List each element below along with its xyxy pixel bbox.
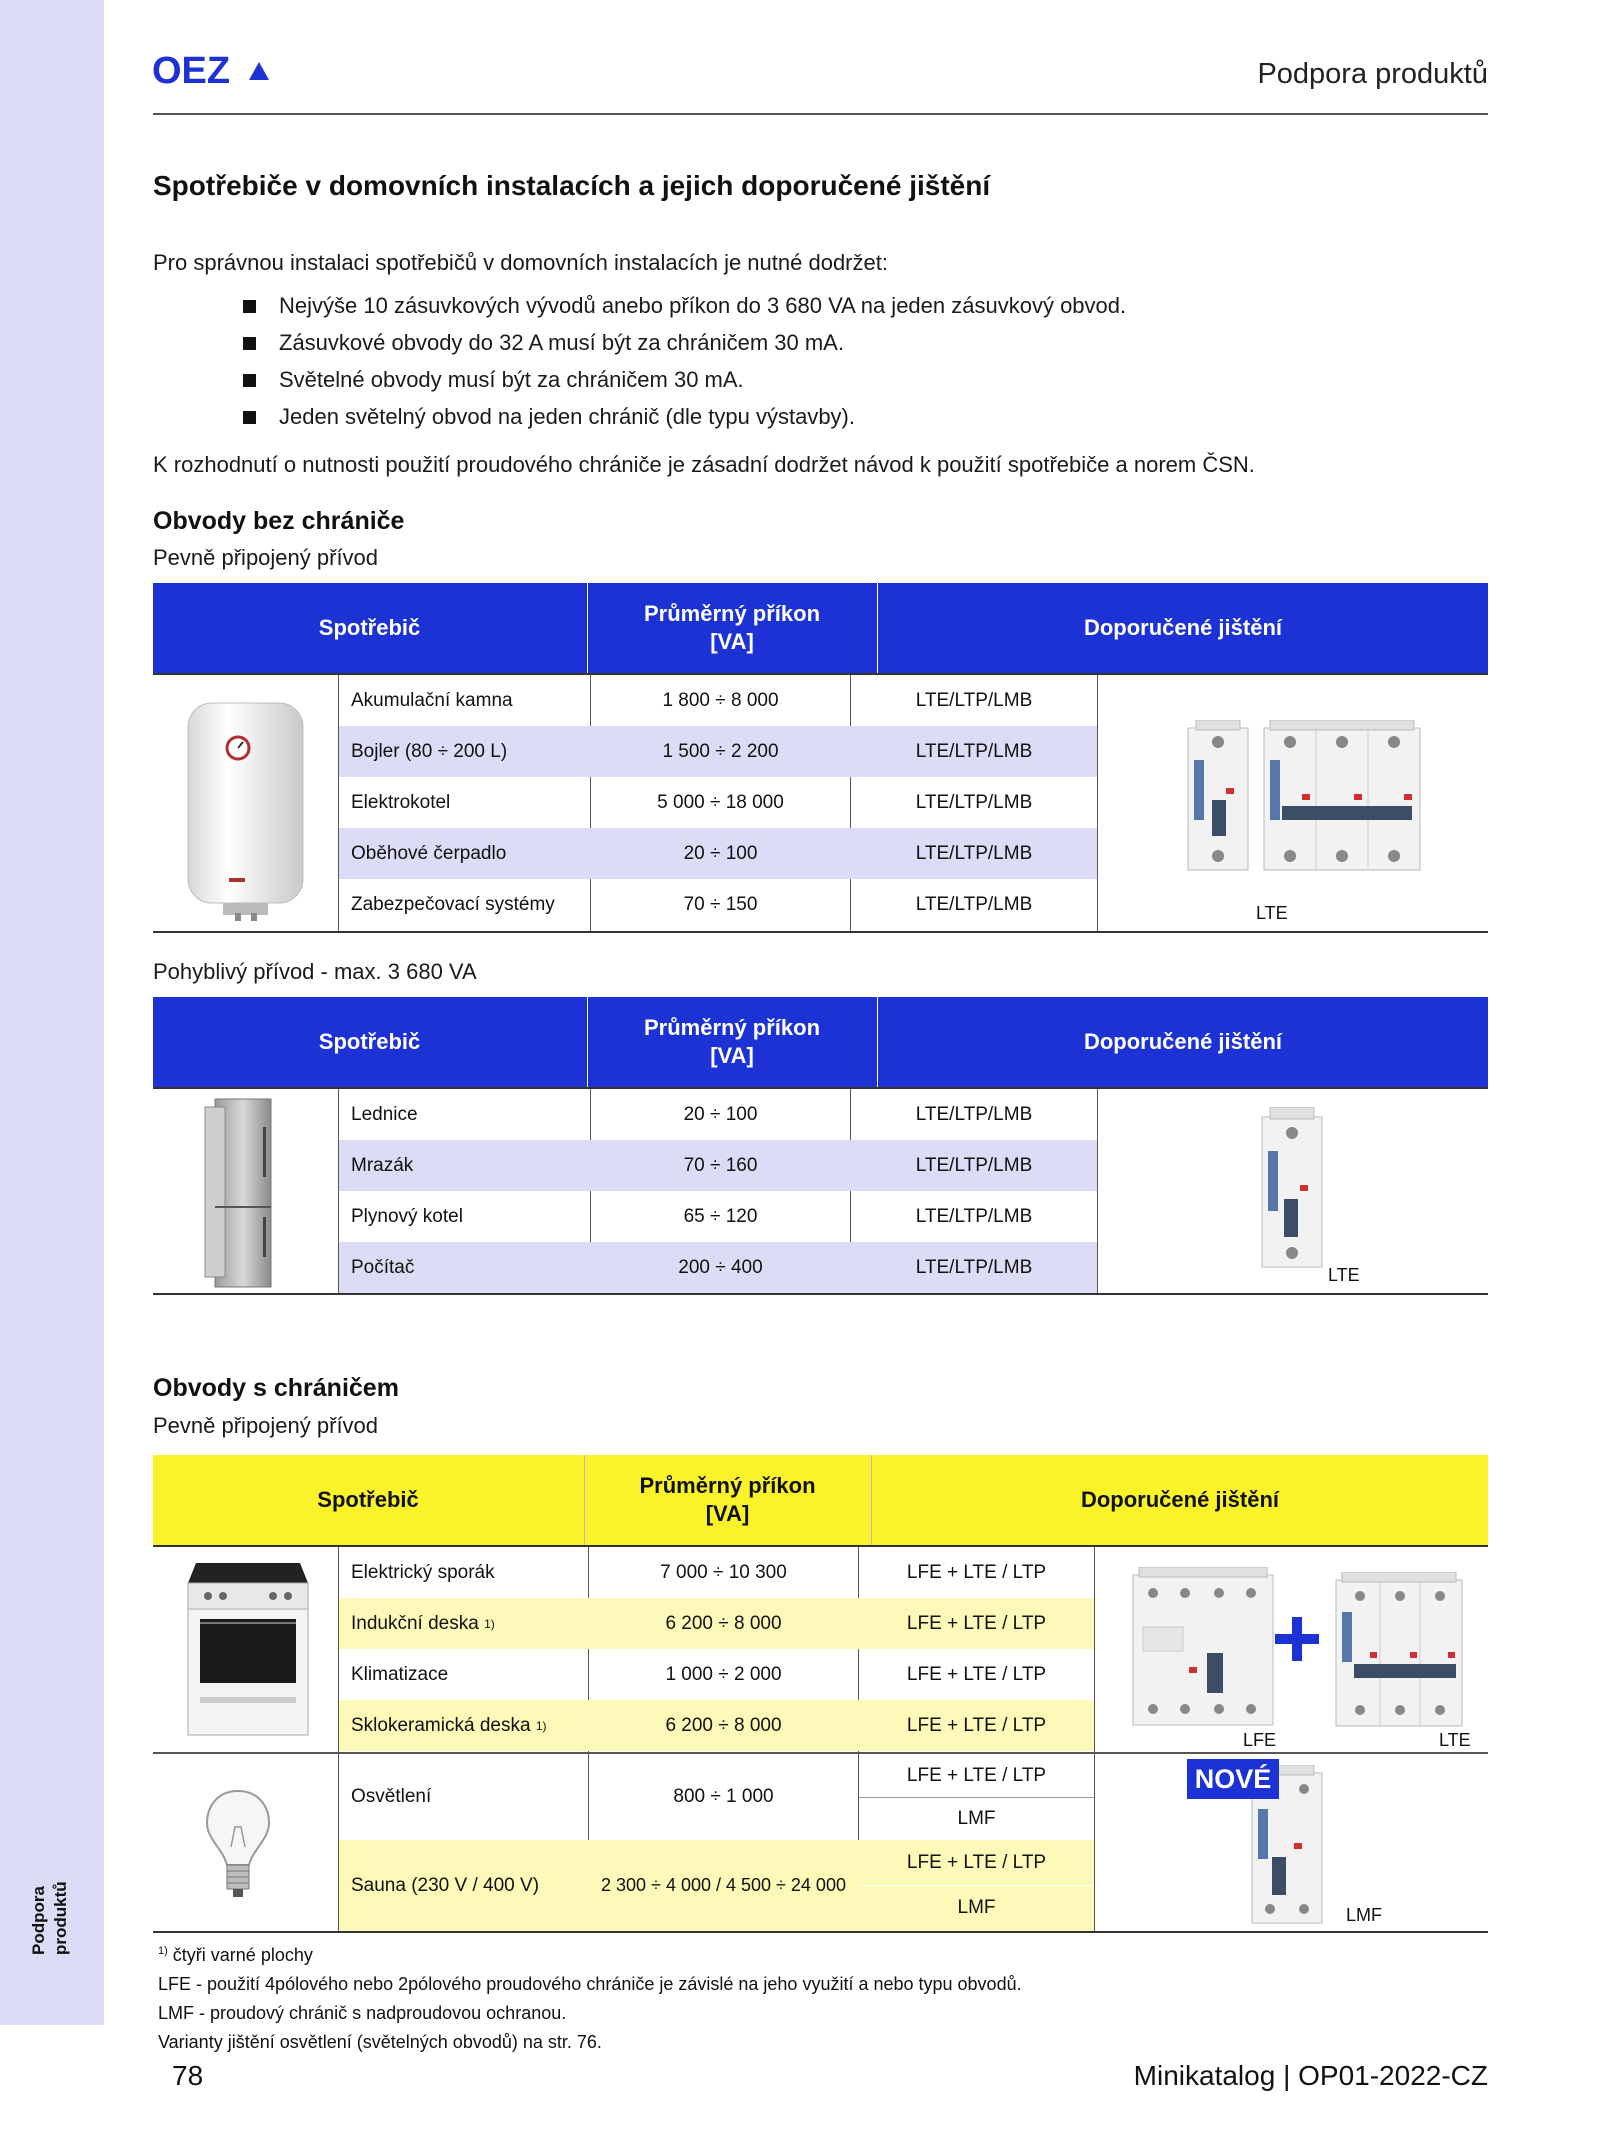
- section-heading-no-rcd: Obvody bez chrániče: [153, 507, 405, 535]
- table1-subtitle: Pevně připojený přívod: [153, 545, 379, 570]
- table-row: Zabezpečovací systémy 70 ÷ 150 LTE/LTP/LMB: [351, 893, 1033, 915]
- new-badge: NOVÉ: [1187, 1759, 1279, 1799]
- table-row: Počítač 200 ÷ 400 LTE/LTP/LMB: [339, 1242, 1097, 1293]
- table-row: Mrazák 70 ÷ 160 LTE/LTP/LMB: [339, 1140, 1097, 1191]
- section-heading-with-rcd: Obvody s chráničem: [153, 1374, 399, 1402]
- water-heater-image: [183, 698, 308, 928]
- side-label-line1: Podpora: [29, 1886, 48, 1955]
- side-label: [28, 1855, 78, 1955]
- page-number: 78: [172, 2060, 204, 2091]
- svg-text:OEZ: OEZ: [152, 50, 231, 90]
- plus-icon: [1272, 1609, 1322, 1669]
- table-mobile-no-rcd: [153, 997, 1488, 1297]
- header-rule: [153, 113, 1488, 115]
- bullet-square-icon: [243, 337, 256, 350]
- table-row: Oběhové čerpadlo 20 ÷ 100 LTE/LTP/LMB: [339, 828, 1097, 879]
- col-header-protection: Doporučené jištění: [1083, 615, 1283, 640]
- lte-breaker-image: [1334, 1572, 1464, 1737]
- product-label-lte: LTE: [1328, 1265, 1360, 1285]
- lte-breaker-image: [1186, 720, 1422, 885]
- page-header-title: Podpora produktů: [1257, 58, 1488, 90]
- table3-subtitle: Pevně připojený přívod: [153, 1413, 379, 1438]
- col-header-power: Průměrný příkon [VA]: [639, 1473, 816, 1526]
- table-row: Elektrický sporák 7 000 ÷ 10 300 LFE + LTE / LTP: [351, 1561, 1047, 1583]
- lte-breaker-image: [1260, 1107, 1324, 1277]
- catalog-id: Minikatalog | OP01-2022-CZ: [1133, 2060, 1488, 2091]
- table-fixed-with-rcd: [153, 1455, 1488, 1935]
- table-row: Lednice 20 ÷ 100 LTE/LTP/LMB: [351, 1103, 1033, 1125]
- table-row: Sklokeramická deska 1) 6 200 ÷ 8 000 LFE + LTE / LTP: [339, 1700, 1094, 1751]
- table-row: Klimatizace 1 000 ÷ 2 000 LFE + LTE / LTP: [351, 1663, 1047, 1685]
- col-header-appliance: Spotřebič: [318, 1029, 421, 1054]
- table-header: [153, 583, 1488, 673]
- product-label-lte: LTE: [1256, 903, 1288, 923]
- side-label-line2: produktů: [51, 1881, 70, 1955]
- table2-subtitle: Pohyblivý přívod - max. 3 680 VA: [153, 959, 477, 984]
- table-row-lighting: Osvětlení 800 ÷ 1 000 LFE + LTE / LTP LMF: [339, 1754, 1094, 1840]
- col-header-appliance: Spotřebič: [318, 615, 421, 640]
- footnote-lighting: Varianty jištění osvětlení (světelných obvodů) na str. 76.: [158, 2032, 602, 2052]
- product-label-lmf: LMF: [1346, 1905, 1382, 1925]
- col-header-protection: Doporučené jištění: [1083, 1029, 1283, 1054]
- col-header-protection: Doporučené jištění: [1080, 1487, 1280, 1512]
- side-strip: [0, 0, 104, 2025]
- list-item: Zásuvkové obvody do 32 A musí být za chráničem 30 mA.: [243, 328, 1126, 365]
- table-row: Bojler (80 ÷ 200 L) 1 500 ÷ 2 200 LTE/LTP/LMB: [339, 726, 1097, 777]
- bullet-square-icon: [243, 374, 256, 387]
- note-text: K rozhodnutí o nutnosti použití proudového chrániče je zásadní dodržet návod k použití spotřebiče a norem ČSN.: [153, 452, 1255, 477]
- cooker-image: [178, 1561, 318, 1746]
- fridge-image: [203, 1097, 283, 1297]
- col-header-appliance: Spotřebič: [317, 1487, 419, 1512]
- footnote-lmf: LMF - proudový chránič s nadproudovou ochranou.: [158, 2003, 567, 2023]
- table-row: Akumulační kamna 1 800 ÷ 8 000 LTE/LTP/LMB: [351, 689, 1033, 711]
- col-header-power: Průměrný příkon [VA]: [643, 601, 821, 654]
- page-title: Spotřebiče v domovních instalacích a jejich doporučené jištění: [153, 170, 991, 201]
- list-item: Jeden světelný obvod na jeden chránič (dle typu výstavby).: [243, 402, 1126, 439]
- footnote-1: $^{1)}$ čtyři varné plochy: [158, 1945, 313, 1965]
- intro-text: Pro správnou instalaci spotřebičů v domovních instalacích je nutné dodržet:: [153, 250, 888, 275]
- table-fixed-no-rcd: [153, 583, 1488, 935]
- light-bulb-image: [203, 1787, 273, 1907]
- product-label-lfe: LFE: [1243, 1730, 1277, 1750]
- table-row: Elektrokotel 5 000 ÷ 18 000 LTE/LTP/LMB: [351, 791, 1033, 813]
- bullet-square-icon: [243, 411, 256, 424]
- product-label-lte: LTE: [1439, 1730, 1471, 1750]
- list-item: Nejvýše 10 zásuvkových vývodů anebo příkon do 3 680 VA na jeden zásuvkový obvod.: [243, 291, 1126, 328]
- table-row: Plynový kotel 65 ÷ 120 LTE/LTP/LMB: [351, 1205, 1033, 1227]
- table-row: Indukční deska 1) 6 200 ÷ 8 000 LFE + LTE / LTP: [339, 1598, 1094, 1649]
- col-header-power: Průměrný příkon [VA]: [643, 1015, 821, 1068]
- footnote-lfe: LFE - použití 4pólového nebo 2pólového proudového chrániče je závislé na jeho využití a nebo typu obvodů.: [158, 1974, 1022, 1994]
- table-row-sauna: Sauna (230 V / 400 V) 2 300 ÷ 4 000 / 4 500 ÷ 24 000 LFE + LTE / LTP LMF: [339, 1840, 1094, 1931]
- oez-logo: [152, 50, 270, 95]
- bullet-square-icon: [243, 300, 256, 313]
- list-item: Světelné obvody musí být za chráničem 30 mA.: [243, 365, 1126, 402]
- table-header: [153, 997, 1488, 1087]
- lfe-rcd-image: [1131, 1567, 1276, 1737]
- table-header: [153, 1455, 1488, 1545]
- requirements-list: [243, 291, 1126, 439]
